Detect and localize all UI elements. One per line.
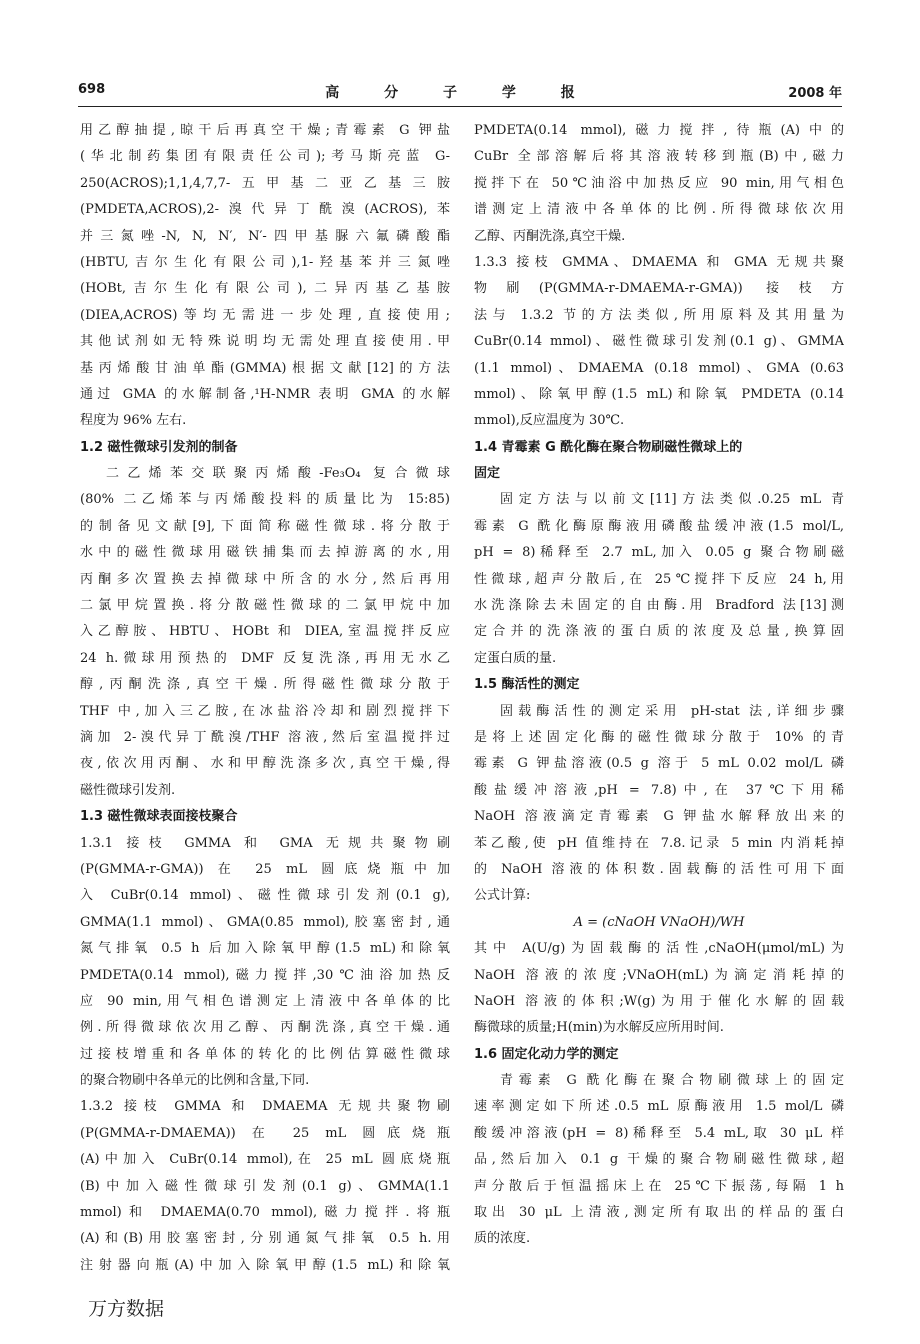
body-text-line: 酸盐缓冲溶液,pH = 7.8)中,在 37℃下用稀 — [474, 782, 844, 798]
section-heading: 1.4 青霉素 G 酰化酶在聚合物刷磁性微球上的 — [474, 439, 743, 455]
body-text-line: 二氯甲烷置换.将分散磁性微球的二氯甲烷中加 — [80, 598, 450, 614]
body-text-line: 声分散后于恒温摇床上在 25℃下振荡,每隔 1 h — [474, 1178, 844, 1194]
body-text-line: 性微球,超声分散后,在 25℃搅拌下反应 24 h,用 — [474, 571, 844, 587]
page-number: 698 — [78, 82, 106, 97]
left-column — [80, 118, 450, 1279]
body-text-line: 用乙醇抽提,晾干后再真空干燥;青霉素 G 钾盐 — [80, 123, 450, 138]
body-text-line: GMMA(1.1 mmol)、GMA(0.85 mmol),胶塞密封,通 — [80, 914, 450, 930]
body-text-line: 例.所得微球依次用乙醇、丙酮洗涤,真空干燥.通 — [80, 1020, 450, 1036]
body-text-line: 定蛋白质的量. — [474, 650, 557, 666]
body-text-line: 氮气排氧 0.5 h 后加入除氧甲醇(1.5 mL)和除氧 — [80, 941, 450, 957]
body-text-line: (A)和(B)用胶塞密封,分别通氮气排氧 0.5 h.用 — [80, 1231, 450, 1247]
body-text-line: 固载酶活性的测定采用 pH-stat 法,详细步骤 — [500, 703, 844, 719]
body-text-line: NaOH 溶液的体积;W(g)为用于催化水解的固载 — [474, 993, 844, 1009]
body-text-line: 250(ACROS);1,1,4,7,7-五甲基二亚乙基三胺 — [80, 175, 450, 191]
body-text-line: 固定方法与以前文[11]方法类似.0.25 mL 青 — [500, 492, 844, 508]
body-text-line: (P(GMMA-r-DMAEMA)) 在 25 mL 圆底烧瓶 — [80, 1125, 450, 1141]
body-text-line: 醇,丙酮洗涤,真空干燥.所得磁性微球分散于 — [80, 677, 450, 693]
body-text-line: 品,然后加入 0.1 g 干燥的聚合物刷磁性微球,超 — [474, 1152, 844, 1168]
body-text-line: 入乙醇胺、HBTU、HOBt 和 DIEA,室温搅拌反应 — [80, 624, 450, 640]
body-text-line: 苯乙酸,使 pH 值维持在 7.8.记录 5 min 内消耗掉 — [474, 835, 844, 851]
body-text-line: 法与 1.3.2 节的方法类似,所用原料及其用量为 — [474, 307, 844, 323]
body-text-line: 酸缓冲溶液(pH = 8)稀释至 5.4 mL,取 30 μL 样 — [474, 1125, 844, 1141]
section-heading: 固定 — [474, 466, 501, 482]
body-text-line: 公式计算: — [474, 888, 531, 904]
header-rule — [78, 106, 842, 107]
body-text-line: CuBr 全部溶解后将其溶液转移到瓶(B)中,磁力 — [474, 149, 844, 165]
body-text-line: 基丙烯酸甘油单酯(GMMA)根据文献[12]的方法 — [80, 360, 450, 376]
section-heading: 1.2 磁性微球引发剂的制备 — [80, 439, 238, 455]
body-text-line: 程度为 96% 左右. — [80, 413, 187, 429]
body-text-line: CuBr(0.14 mmol)、磁性微球引发剂(0.1 g)、GMMA — [474, 334, 844, 350]
section-heading: 1.5 酶活性的测定 — [474, 677, 580, 693]
body-text-line: 夜,依次用丙酮、水和甲醇洗涤多次,真空干燥,得 — [80, 756, 450, 772]
body-text-line: 取出 30 μL 上清液,测定所有取出的样品的蛋白 — [474, 1205, 844, 1221]
body-text-line: (DIEA,ACROS)等均无需进一步处理,直接使用; — [80, 307, 450, 323]
body-text-line: 过接枝增重和各单体的转化的比例估算磁性微球 — [80, 1046, 450, 1062]
body-text-line: 其他试剂如无特殊说明均无需处理直接使用.甲 — [80, 334, 450, 350]
publication-year: 2008 年 — [788, 86, 842, 101]
section-heading: 1.6 固定化动力学的测定 — [474, 1046, 619, 1062]
body-text-line: 水洗涤除去未固定的自由酶.用 Bradford 法[13]测 — [474, 598, 844, 614]
body-text-line: 1.3.2 接枝 GMMA 和 DMAEMA 无规共聚物刷 — [80, 1099, 450, 1115]
body-text-line: 霉素 G 酰化酶原酶液用磷酸盐缓冲液(1.5 mol/L, — [474, 518, 844, 534]
body-text-line: (B)中加入磁性微球引发剂(0.1 g)、GMMA(1.1 — [80, 1178, 450, 1194]
body-text-line: (HBTU,吉尔生化有限公司),1-羟基苯并三氮唑 — [80, 254, 450, 270]
body-text-line: 速率测定如下所述.0.5 mL 原酶液用 1.5 mol/L 磷 — [474, 1099, 844, 1115]
activity-formula: A = (cNaOH VNaOH)/WH — [573, 914, 745, 930]
body-text-line: mmol)和 DMAEMA(0.70 mmol),磁力搅拌.将瓶 — [80, 1205, 450, 1221]
body-text-line: 水中的磁性微球用磁铁捕集而去掉游离的水,用 — [80, 545, 450, 561]
body-text-line: NaOH 溶液的浓度;VNaOH(mL)为滴定消耗掉的 — [474, 967, 844, 983]
body-text-line: 其中 A(U/g)为固载酶的活性,cNaOH(μmol/mL)为 — [474, 941, 844, 957]
body-text-line: 酶微球的质量;H(min)为水解反应所用时间. — [474, 1020, 724, 1036]
body-text-line: 的制备见文献[9],下面简称磁性微球.将分散于 — [80, 518, 450, 534]
body-text-line: 1.3.3 接枝 GMMA、DMAEMA 和 GMA 无规共聚 — [474, 254, 844, 270]
body-text-line: 青霉素 G 酰化酶在聚合物刷微球上的固定 — [500, 1073, 844, 1089]
body-text-line: pH = 8)稀释至 2.7 mL,加入 0.05 g 聚合物刷磁 — [474, 545, 844, 561]
body-text-line: (华北制药集团有限责任公司);考马斯亮蓝 G- — [80, 149, 450, 165]
body-text-line: PMDETA(0.14 mmol),磁力搅拌,待瓶(A)中的 — [474, 123, 844, 138]
body-text-line: 霉素 G 钾盐溶液(0.5 g 溶于 5 mL 0.02 mol/L 磷 — [474, 756, 844, 772]
body-text-line: (HOBt,吉尔生化有限公司),二异丙基乙基胺 — [80, 281, 450, 297]
body-text-line: PMDETA(0.14 mmol),磁力搅拌,30℃油浴加热反 — [80, 967, 450, 983]
body-text-line: 物刷(P(GMMA-r-DMAEMA-r-GMA)) 接枝方 — [474, 281, 844, 297]
body-text-line: (1.1 mmol)、DMAEMA (0.18 mmol)、GMA (0.63 — [474, 360, 844, 376]
body-text-line: 滴加 2-溴代异丁酰溴/THF 溶液,然后室温搅拌过 — [80, 729, 450, 745]
body-text-line: 质的浓度. — [474, 1231, 531, 1247]
body-text-line: (PMDETA,ACROS),2-溴代异丁酰溴(ACROS),苯 — [80, 202, 450, 218]
body-text-line: 应 90 min,用气相色谱测定上清液中各单体的比 — [80, 993, 450, 1009]
body-text-line: (A)中加入 CuBr(0.14 mmol),在 25 mL 圆底烧瓶 — [80, 1152, 450, 1168]
running-header — [78, 82, 842, 104]
body-text-line: (80% 二乙烯苯与丙烯酸投料的质量比为 15:85) — [80, 492, 450, 508]
body-text-line: 二乙烯苯交联聚丙烯酸-Fe₃O₄ 复合微球 — [106, 466, 450, 482]
body-text-line: 并三氮唑-N, N, N′, N′-四甲基脲六氟磷酸酯 — [80, 228, 450, 244]
body-text-line: 是将上述固定化酶的磁性微球分散于 10% 的青 — [474, 729, 844, 745]
body-text-line: 通过 GMA 的水解制备,¹H-NMR 表明 GMA 的水解 — [80, 386, 450, 402]
right-column — [474, 118, 844, 1253]
body-text-line: 的聚合物刷中各单元的比例和含量,下同. — [80, 1073, 310, 1089]
body-text-line: mmol)、除氧甲醇(1.5 mL)和除氧 PMDETA (0.14 — [474, 386, 844, 402]
body-text-line: NaOH 溶液滴定青霉素 G 钾盐水解释放出来的 — [474, 809, 844, 825]
body-text-line: (P(GMMA-r-GMA)) 在 25 mL 圆底烧瓶中加 — [80, 861, 450, 877]
body-text-line: 乙醇、丙酮洗涤,真空干燥. — [474, 228, 626, 244]
body-text-line: 丙酮多次置换去掉微球中所含的水分,然后再用 — [80, 571, 450, 587]
body-text-line: THF 中,加入三乙胺,在冰盐浴冷却和剧烈搅拌下 — [80, 703, 450, 719]
body-text-line: 1.3.1 接枝 GMMA 和 GMA 无规共聚物刷 — [80, 835, 450, 851]
body-text-line: 的 NaOH 溶液的体积数.固载酶的活性可用下面 — [474, 861, 844, 877]
watermark-text: 万方数据 — [88, 1298, 165, 1320]
body-text-line: 入 CuBr(0.14 mmol)、磁性微球引发剂(0.1 g), — [80, 888, 450, 904]
body-text-line: 定合并的洗涤液的蛋白质的浓度及总量,换算固 — [474, 624, 844, 640]
body-text-line: 谱测定上清液中各单体的比例.所得微球依次用 — [474, 202, 844, 218]
body-text-line: mmol),反应温度为 30℃. — [474, 413, 625, 429]
body-text-line: 注射器向瓶(A)中加入除氧甲醇(1.5 mL)和除氧 — [80, 1257, 450, 1273]
section-heading: 1.3 磁性微球表面接枝聚合 — [80, 809, 238, 825]
body-text-line: 磁性微球引发剂. — [80, 782, 176, 798]
body-text-line: 24 h.微球用预热的 DMF 反复洗涤,再用无水乙 — [80, 650, 450, 666]
journal-title: 高 分 子 学 报 — [325, 85, 595, 101]
body-text-line: 搅拌下在 50℃油浴中加热反应 90 min,用气相色 — [474, 175, 844, 191]
